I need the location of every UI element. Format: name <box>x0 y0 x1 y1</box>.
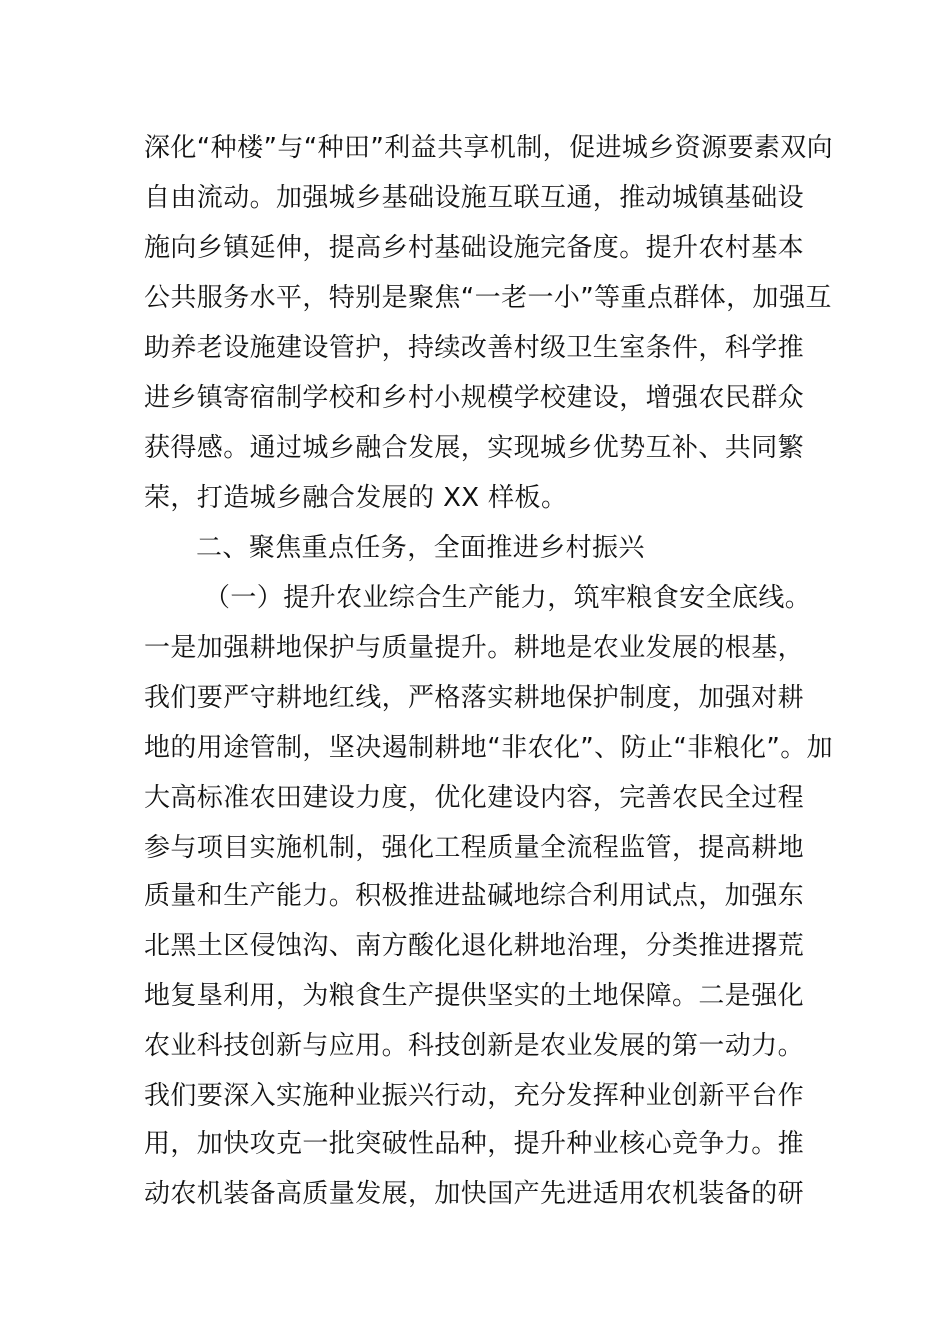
paragraph-line: 农业科技创新与应用。科技创新是农业发展的第一动力。 <box>144 1031 805 1061</box>
paragraph-line: 我们要深入实施种业振兴行动，充分发挥种业创新平台作 <box>144 1081 805 1111</box>
section-heading: 二、聚焦重点任务，全面推进乡村振兴 <box>196 533 645 563</box>
paragraph-line: 公共服务水平，特别是聚焦“一老一小”等重点群体，加强互 <box>144 283 832 313</box>
paragraph-line: 获得感。通过城乡融合发展，实现城乡优势互补、共同繁 <box>144 433 805 463</box>
paragraph-line: 我们要严守耕地红线，严格落实耕地保护制度，加强对耕 <box>144 683 805 713</box>
paragraph-line: 荣，打造城乡融合发展的 XX 样板。 <box>144 483 568 513</box>
paragraph-line: 进乡镇寄宿制学校和乡村小规模学校建设，增强农民群众 <box>144 383 805 413</box>
paragraph-line: 施向乡镇延伸，提高乡村基础设施完备度。提升农村基本 <box>144 233 805 263</box>
paragraph-line: 参与项目实施机制，强化工程质量全流程监管，提高耕地 <box>144 833 805 863</box>
paragraph-line: 动农机装备高质量发展，加快国产先进适用农机装备的研 <box>144 1179 805 1209</box>
paragraph-line: 一是加强耕地保护与质量提升。耕地是农业发展的根基， <box>144 633 805 663</box>
paragraph-line: 质量和生产能力。积极推进盐碱地综合利用试点，加强东 <box>144 881 805 911</box>
paragraph-line: 助养老设施建设管护，持续改善村级卫生室条件，科学推 <box>144 333 805 363</box>
paragraph-line: 地的用途管制，坚决遏制耕地“非农化”、防止“非粮化”。加 <box>144 733 834 763</box>
paragraph-line: 深化“种楼”与“种田”利益共享机制，促进城乡资源要素双向 <box>144 133 834 163</box>
paragraph-line: 自由流动。加强城乡基础设施互联互通，推动城镇基础设 <box>144 183 805 213</box>
paragraph-line: 地复垦利用，为粮食生产提供坚实的土地保障。二是强化 <box>144 981 805 1011</box>
paragraph-line: 用，加快攻克一批突破性品种，提升种业核心竞争力。推 <box>144 1129 805 1159</box>
paragraph-line: 大高标准农田建设力度，优化建设内容，完善农民全过程 <box>144 783 805 813</box>
subsection-heading: （一）提升农业综合生产能力，筑牢粮食安全底线。 <box>204 583 812 613</box>
paragraph-line: 北黑土区侵蚀沟、南方酸化退化耕地治理，分类推进撂荒 <box>144 931 805 961</box>
